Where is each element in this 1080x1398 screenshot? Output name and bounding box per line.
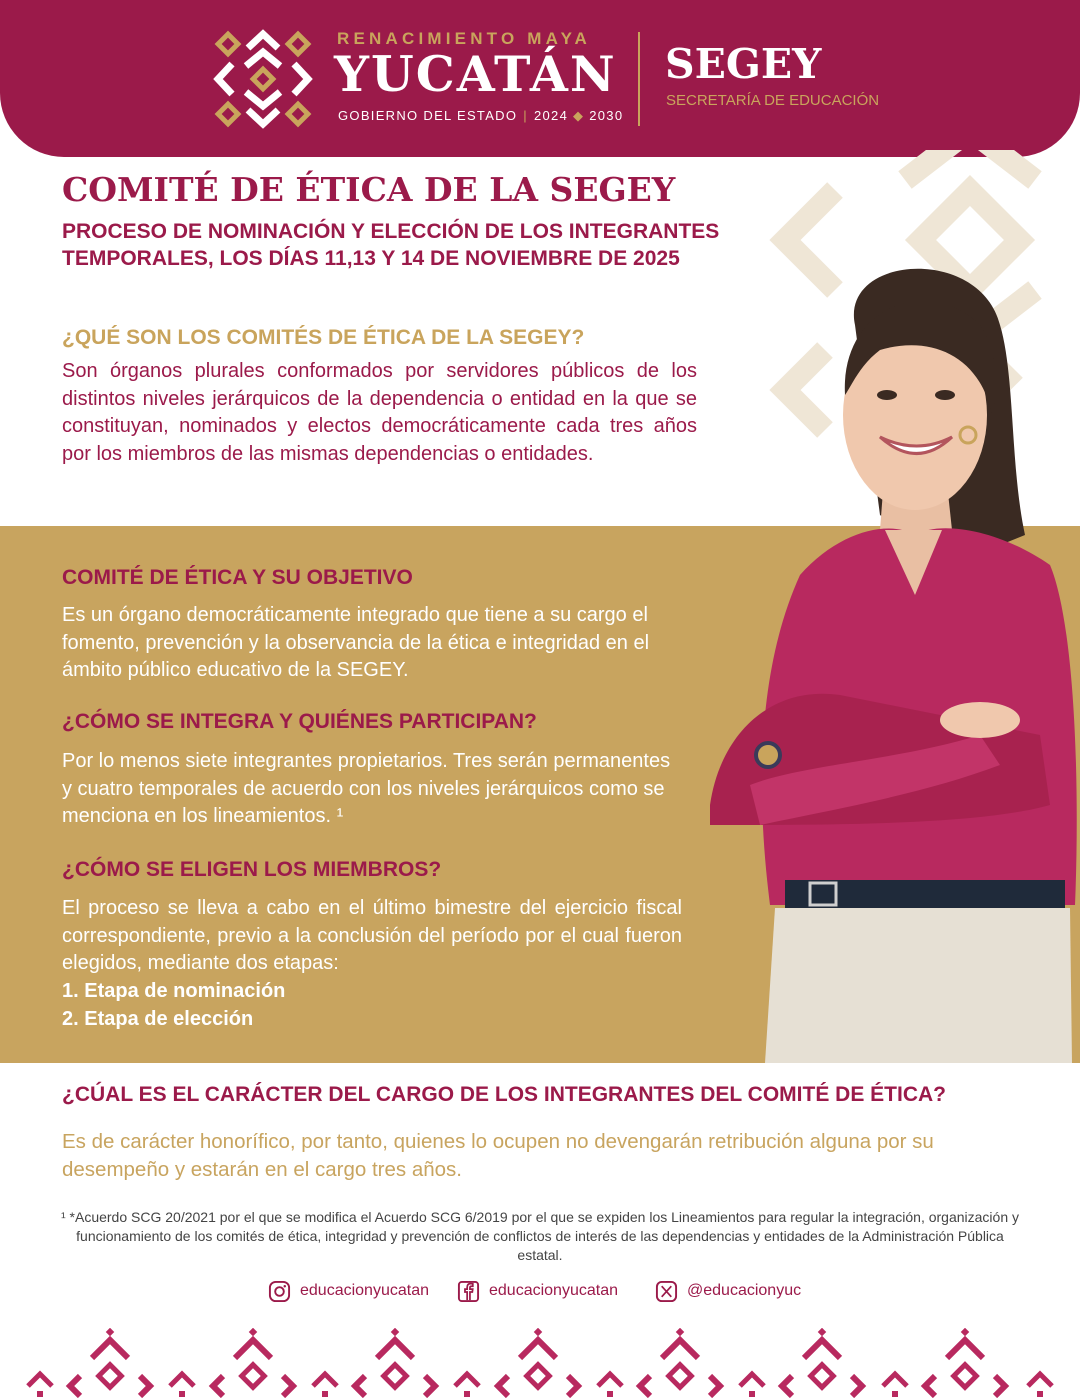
page-title: COMITÉ DE ÉTICA DE LA SEGEY [62, 170, 676, 209]
instagram-handle: educacionyucatan [300, 1282, 429, 1299]
section-heading-caracter: ¿CÚAL ES EL CARÁCTER DEL CARGO DE LOS INTEGRANTES DEL COMITÉ DE ÉTICA? [62, 1083, 946, 1106]
agency-full-name: SECRETARÍA DE EDUCACIÓN [666, 92, 880, 109]
instagram-icon [268, 1280, 291, 1303]
section-text-eligen: El proceso se lleva a cabo en el último bimestre del ejercicio fiscal correspondiente, previo a la conclusión del período por el cual fueron elegidos, mediante dos etapas: [62, 897, 682, 974]
section-text-caracter: Es de carácter honorífico, por tanto, quienes lo ocupen no devengarán retribución alguna por su desempeño y estarán en el cargo tres años. [62, 1130, 934, 1181]
period-end: 2030 [589, 108, 624, 123]
agency-name: SEGEY [665, 40, 822, 88]
social-facebook-link[interactable] [457, 1277, 618, 1305]
header-divider [638, 32, 640, 126]
maya-border-pattern-icon [0, 1328, 1080, 1398]
section-heading-integra: ¿CÓMO SE INTEGRA Y QUIÉNES PARTICIPAN? [62, 710, 537, 733]
section-text-que-son: Son órganos plurales conformados por servidores públicos de los distintos niveles jerárquicos de la dependencia o entidad en la que se constituyan, nominados y electos democráticamente cada tres años por los miembros de las mismas dependencias o entidades. [62, 360, 697, 465]
section-heading-que-son: ¿QUÉ SON LOS COMITÉS DE ÉTICA DE LA SEGEY? [62, 326, 585, 349]
state-name: YUCATÁN [334, 45, 617, 103]
section-heading-eligen: ¿CÓMO SE ELIGEN LOS MIEMBROS? [62, 858, 442, 881]
section-text-objetivo: Es un órgano democráticamente integrado que tiene a su cargo el fomento, prevención y la observancia de la ética e integridad en el ámbito público educativo de la SEGEY. [62, 604, 650, 681]
x-handle: @educacionyuc [687, 1282, 802, 1299]
government-text: GOBIERNO DEL ESTADO [338, 108, 518, 123]
facebook-icon [457, 1280, 480, 1303]
election-step: 1. Etapa de nominación [62, 980, 286, 1002]
section-text-integra: Por lo menos siete integrantes propietarios. Tres serán permanentes y cuatro temporales de acuerdo con los niveles jerárquicos como se menciona en los lineamientos. ¹ [62, 750, 671, 827]
election-step: 2. Etapa de elección [62, 1007, 254, 1030]
woman-portrait-illustration [680, 265, 1080, 1063]
header-banner [0, 0, 1080, 157]
footnote: ¹ *Acuerdo SCG 20/2021 por el que se modifica el Acuerdo SCG 6/2019 por el que se expiden los Lineamientos para regular la integración, organización y funcionamiento de los comités de ética, integridad y prevención de conflictos de interés de las dependencias y entidades de la Administración Pública estatal. [60, 1209, 1020, 1263]
period-start: 2024 [533, 108, 569, 123]
x-icon [655, 1280, 678, 1303]
facebook-handle: educacionyucatan [489, 1282, 618, 1299]
government-label: GOBIERNO DEL ESTADO | 2024 ◆ 2030 [338, 108, 624, 123]
section-heading-objetivo: COMITÉ DE ÉTICA Y SU OBJETIVO [62, 566, 413, 589]
election-steps-list [62, 978, 285, 1033]
social-instagram-link[interactable] [268, 1277, 429, 1305]
page-subtitle: PROCESO DE NOMINACIÓN Y ELECCIÓN DE LOS INTEGRANTES TEMPORALES, LOS DÍAS 11,13 Y 14 DE NOVIEMBRE DE 2025 [62, 220, 720, 270]
social-x-link[interactable] [655, 1277, 801, 1305]
brand-tagline: RENACIMIENTO MAYA [337, 29, 592, 48]
maya-pattern-logo-icon [212, 28, 314, 130]
